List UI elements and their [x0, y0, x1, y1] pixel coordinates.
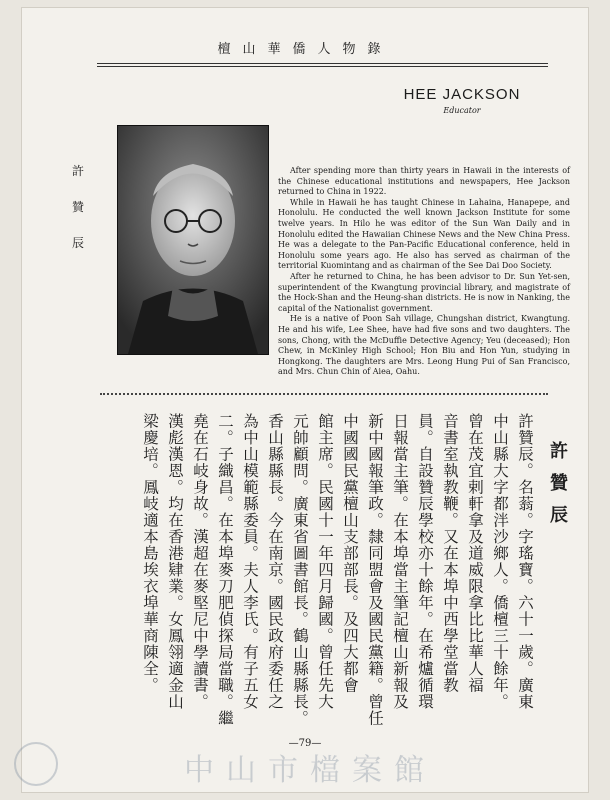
- biography-chinese: [102, 413, 577, 728]
- zh-column: 中國國民黨檀山支部部長。及四大都會: [341, 413, 359, 694]
- zh-column: 二。子織昌。在本埠麥刀肥偵探局當職。繼: [216, 413, 234, 727]
- bio-paragraph: After he returned to China, he has been advisor to Dr. Sun Yet-sen, superintendent of the Kwangtung provincial library, and magistrate of the Hock-Shan and the Heung-shan districts. He is now in Nanking, the capital of the Nationalist government.: [278, 271, 570, 313]
- zh-section-title: 許贊辰: [547, 441, 568, 537]
- subject-name-zh-vertical: 許贊辰: [71, 164, 84, 250]
- zh-column: 音書室執教鞭。又在本埠中西學堂當教: [441, 413, 459, 694]
- zh-column: 員。自設贊辰學校亦十餘年。在希爐循環: [416, 413, 434, 710]
- subject-name-en: HEE JACKSON: [403, 86, 521, 103]
- book-header: 檀山華僑人物錄: [217, 42, 393, 57]
- section-divider: [100, 393, 548, 395]
- page-number: —79—: [288, 738, 322, 749]
- bio-paragraph: He is a native of Poon Sah village, Chungshan district, Kwangtung. He and his wife, Lee Shee, have had five sons and two daughters. The sons, Chong, with the McDuffie Detective Agency; Yeu (deceased); Hon Chew, in McKinley High School; Hon Biu and Hon Yun, studying in Hongkong. The daughters are Mrs. Leong Hung Pui of San Francisco, and Mrs. Chun Chin of Aiea, Oahu.: [278, 314, 570, 377]
- subject-title-en: Educator: [443, 106, 481, 115]
- bio-paragraph: While in Hawaii he has taught Chinese in Lahaina, Hanapepe, and Honolulu. He conducted the well known Jackson Institute for some twelve years. In Hilo he was editor of the Sun Wan Daily and in Honolulu edited the Hawaiian Chinese News and the New China Press. He was a delegate to the Pan-Pacific Educational conference, held in Honolulu some years ago. He also has served as chairman of the territorial Kuomintang and as chairman of the See Dai Doo Society.: [278, 197, 570, 271]
- zh-column: 新中國報筆政。隸同盟會及國民黨籍。曾任: [366, 413, 384, 727]
- zh-column: 元帥顧問。廣東省圖書館長。鶴山縣縣長。: [291, 413, 309, 727]
- zh-column: 館主席。民國十一年四月歸國。曾任先大: [316, 413, 334, 710]
- zh-column: 漢彪漢恩。均在香港肄業。女鳳翎適金山: [166, 413, 184, 710]
- archive-seal-icon: [14, 742, 58, 786]
- portrait-illustration: [118, 126, 268, 354]
- archive-watermark: 中山市檔案館: [184, 753, 436, 788]
- zh-column: 梁慶培。鳳岐適本島埃衣埠華商陳全。: [141, 413, 159, 694]
- header-rule: [97, 63, 548, 67]
- document-page: [22, 8, 588, 792]
- zh-column: 香山縣縣長。今在南京。國民政府委任之: [266, 413, 284, 710]
- portrait-photo: [117, 125, 269, 355]
- zh-column: 許贊辰。名蓊。字瑤寶。六十一歲。廣東: [516, 413, 534, 710]
- zh-column: 日報當主筆。在本埠當主筆記檀山新報及: [391, 413, 409, 710]
- zh-column: 為中山模範縣委員。夫人李氏。有子五女: [241, 413, 259, 710]
- zh-column: 曾在茂宜剌軒拿及道威限拿比比華人福: [466, 413, 484, 694]
- zh-column: 堯在石岐身故。漢超在麥堅尼中學讀書。: [191, 413, 209, 710]
- zh-column: 中山縣大字都泮沙鄉人。僑檀三十餘年。: [491, 413, 509, 710]
- biography-english: [278, 166, 570, 378]
- bio-paragraph: After spending more than thirty years in Hawaii in the interests of the Chinese educational institutions and newspapers, Hee Jackson returned to China in 1922.: [278, 166, 570, 197]
